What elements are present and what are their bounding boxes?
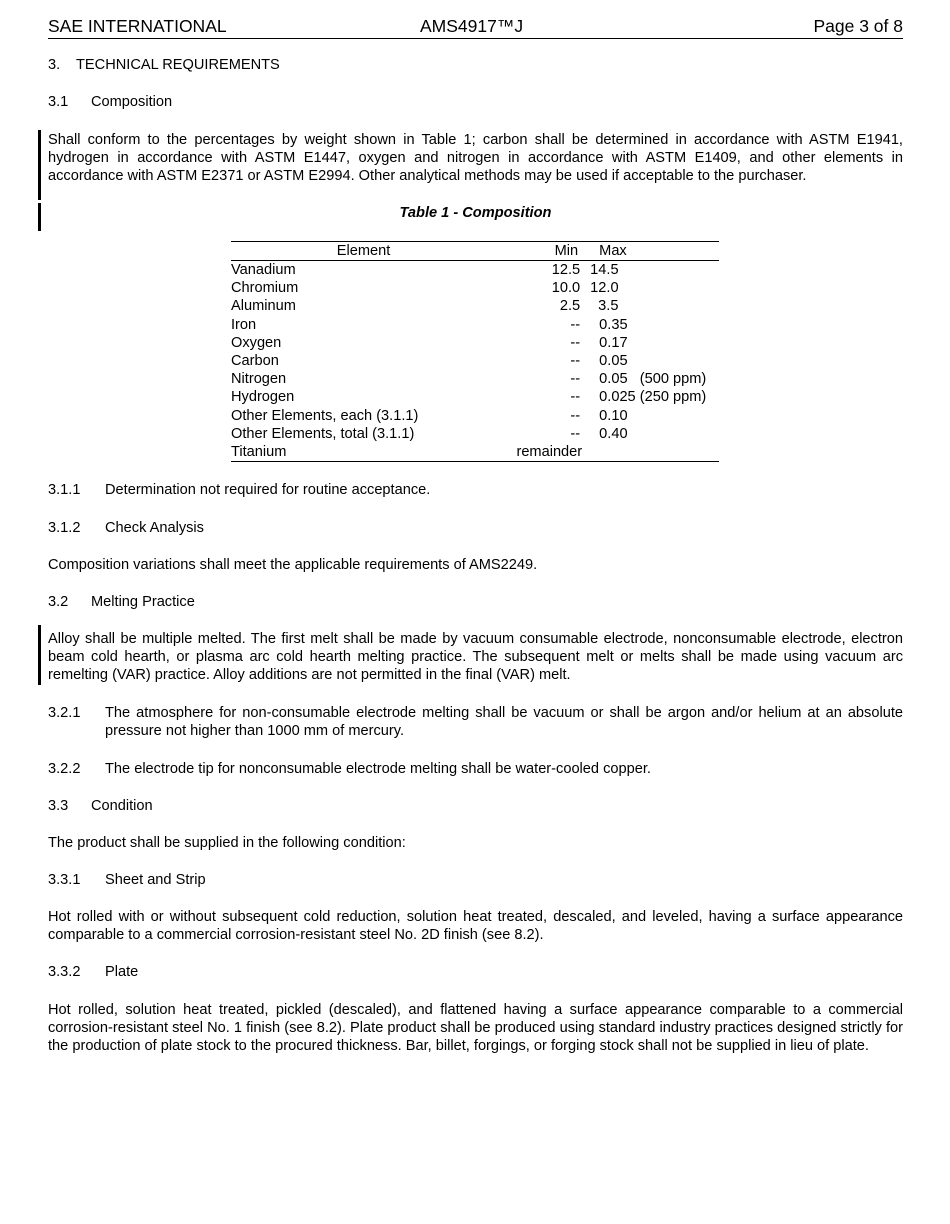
header-org: SAE INTERNATIONAL (48, 16, 227, 36)
cell-min: 2.5 (559, 298, 581, 315)
col-header-element: Element (231, 242, 496, 261)
section-3-3-body: The product shall be supplied in the following condition: (48, 835, 406, 851)
table-row (231, 407, 719, 425)
cell-element: Other Elements, total (3.1.1) (231, 425, 415, 442)
page-header (48, 16, 903, 39)
cell-max: 0.10 (599, 407, 628, 424)
table-row (231, 297, 719, 315)
section-title: Sheet and Strip (105, 872, 206, 888)
section-number: 3.1.1 (48, 482, 81, 498)
section-number: 3.2 (48, 594, 69, 610)
table-row (231, 388, 719, 406)
section-3-2-heading (48, 593, 903, 611)
table-row (231, 370, 719, 388)
section-3-1-2-heading (48, 519, 903, 537)
cell-element: Aluminum (231, 298, 296, 315)
section-body: The electrode tip for nonconsumable electrode melting shall be water-cooled copper. (105, 761, 651, 777)
cell-max: 0.17 (599, 334, 628, 351)
col-header-max: Max (582, 242, 719, 261)
section-title: Condition (91, 798, 153, 814)
cell-min: -- (570, 334, 581, 351)
section-3-3-1-heading (48, 871, 903, 889)
table-row (231, 279, 719, 297)
cell-element: Other Elements, each (3.1.1) (231, 407, 419, 424)
cell-min: -- (570, 353, 581, 370)
cell-max: 0.05 (500 ppm) (599, 371, 707, 388)
section-3-1-heading (48, 93, 903, 111)
section-3-heading (48, 56, 903, 74)
section-3-1-2-body: Composition variations shall meet the applicable requirements of AMS2249. (48, 557, 538, 573)
section-body: Determination not required for routine acceptance. (105, 482, 431, 498)
section-3-2-body: Alloy shall be multiple melted. The first melt shall be made by vacuum consumable electrode, nonconsumable electrode, electron beam cold hearth, or plasma arc cold hearth melting practice. The subsequent melt or melts shall be made using vacuum arc remelting (VAR) practice. Alloy additions are not permitted in the final (VAR) melt. (48, 631, 903, 684)
cell-element: Chromium (231, 280, 299, 297)
col-header-min: Min (496, 242, 582, 261)
cell-min: 12.5 (551, 262, 581, 278)
section-title: Melting Practice (91, 594, 195, 610)
composition-table (231, 241, 719, 462)
cell-min: -- (570, 371, 581, 388)
section-3-3-heading (48, 797, 903, 815)
cell-min: -- (570, 425, 581, 442)
cell-max: 0.35 (599, 316, 628, 333)
cell-min: remainder (496, 443, 582, 462)
section-3-3-1-body: Hot rolled with or without subsequent cold reduction, solution heat treated, descaled, and leveled, having a surface appearance comparable to a commercial corrosion-resistant steel No. 2D finish (see 8.2). (48, 909, 903, 944)
table-row (231, 443, 719, 462)
table-row (231, 261, 719, 280)
table-row (231, 316, 719, 334)
section-number: 3.2.2 (48, 761, 81, 777)
section-title: Plate (105, 964, 139, 980)
cell-element: Carbon (231, 353, 279, 370)
cell-max: 12.0 (590, 280, 619, 297)
cell-element: Hydrogen (231, 389, 295, 406)
section-3-3-2-body: Hot rolled, solution heat treated, pickled (descaled), and flattened having a surface appearance comparable to a commercial corrosion-resistant steel No. 1 finish (see 8.2). Plate product shall be produced using standard industry practices designed strictly for the production of plate stock to the procured thickness. Bar, billet, forgings, or forging stock shall not be supplied in lieu of plate. (48, 1002, 903, 1055)
section-number: 3.1 (48, 94, 69, 110)
cell-max: 0.025 (250 ppm) (599, 389, 707, 406)
cell-min: -- (570, 316, 581, 333)
header-doc-id: AMS4917™J (420, 16, 524, 36)
cell-element: Iron (231, 316, 257, 333)
header-page-number: Page 3 of 8 (813, 16, 903, 36)
section-number: 3.3 (48, 798, 69, 814)
section-number: 3.1.2 (48, 520, 81, 536)
section-3-1-1 (48, 481, 903, 499)
table-row (231, 334, 719, 352)
section-3-3-2-heading (48, 963, 903, 981)
cell-max: 3.5 (598, 298, 619, 315)
section-body: The atmosphere for non-consumable electrode melting shall be vacuum or shall be argon and/or helium at an absolute pressure not higher than 1000 mm of mercury. (105, 705, 903, 740)
cell-element: Oxygen (231, 334, 282, 351)
revision-bar (38, 130, 41, 200)
section-number: 3.3.2 (48, 964, 81, 980)
table-header-row (231, 242, 719, 261)
cell-element: Titanium (231, 443, 496, 462)
cell-min: 10.0 (551, 280, 581, 297)
section-number: 3.3.1 (48, 872, 81, 888)
cell-min: -- (570, 407, 581, 424)
section-3-1-body: Shall conform to the percentages by weight shown in Table 1; carbon shall be determined in accordance with ASTM E1941, hydrogen in accordance with ASTM E1447, oxygen and nitrogen in accordance with ASTM E1409, and other elements in accordance with ASTM E2371 or ASTM E2994. Other analytical methods may be used if acceptable to the purchaser. (48, 132, 903, 185)
cell-max: 0.40 (599, 425, 628, 442)
section-title: Composition (91, 94, 173, 110)
table-row (231, 352, 719, 370)
table-title: Table 1 - Composition (399, 205, 552, 221)
section-3-2-1 (48, 704, 903, 740)
cell-element: Vanadium (231, 262, 296, 278)
cell-element: Nitrogen (231, 371, 287, 388)
section-title: TECHNICAL REQUIREMENTS (76, 57, 280, 73)
table-row (231, 425, 719, 443)
cell-max: 0.05 (599, 353, 628, 370)
section-title: Check Analysis (105, 520, 204, 536)
cell-min: -- (570, 389, 581, 406)
revision-bar (38, 625, 41, 685)
section-number: 3.2.1 (48, 705, 81, 721)
cell-max: 14.5 (590, 262, 619, 278)
section-3-2-2 (48, 760, 903, 778)
cell-max (582, 443, 719, 462)
revision-bar (38, 203, 41, 231)
section-number: 3. (48, 57, 61, 73)
